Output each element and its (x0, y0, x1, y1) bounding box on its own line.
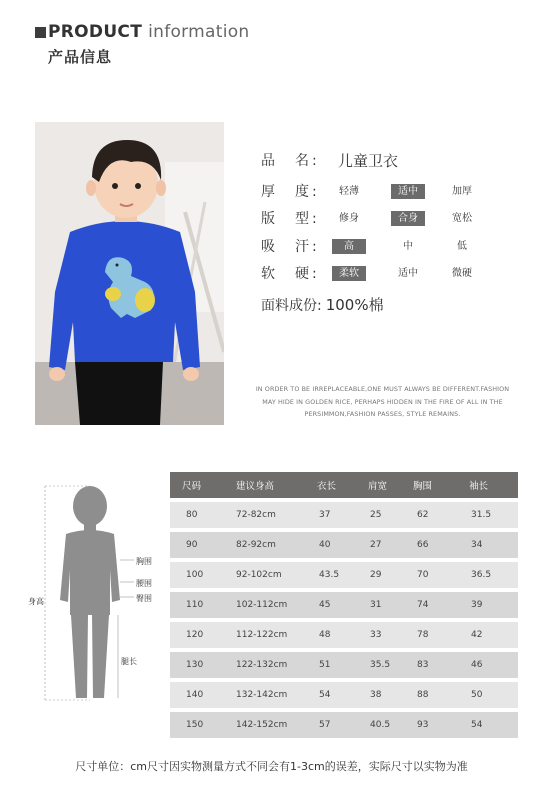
header-square-icon (35, 27, 46, 38)
fit-option: 宽松 (452, 213, 472, 224)
table-cell: 40 (311, 530, 368, 560)
table-cell: 110 (170, 590, 236, 620)
table-cell: 54 (311, 680, 368, 710)
child-sweatshirt-image (35, 122, 224, 425)
table-row (170, 650, 518, 680)
table-cell: 122-132cm (236, 650, 311, 680)
table-row (170, 680, 518, 710)
thickness-row (261, 181, 326, 201)
table-cell: 43.5 (311, 560, 368, 590)
table-cell: 38 (368, 680, 413, 710)
softness-option: 适中 (398, 268, 418, 279)
table-cell: 34 (461, 530, 518, 560)
table-cell: 51 (311, 650, 368, 680)
thickness-option-selected: 适中 (391, 184, 425, 199)
table-cell: 39 (461, 590, 518, 620)
chest-label: 胸围 (136, 557, 152, 566)
table-cell: 36.5 (461, 560, 518, 590)
table-cell: 82-92cm (236, 530, 311, 560)
header-title-cn: 产品信息 (48, 48, 113, 66)
softness-option: 微硬 (452, 268, 472, 279)
table-cell: 102-112cm (236, 590, 311, 620)
table-cell: 57 (311, 710, 368, 738)
table-row (170, 530, 518, 560)
table-cell: 93 (413, 710, 461, 738)
table-cell: 50 (461, 680, 518, 710)
table-cell: 45 (311, 590, 368, 620)
table-cell: 31.5 (461, 500, 518, 530)
table-cell: 112-122cm (236, 620, 311, 650)
table-cell: 42 (461, 620, 518, 650)
table-cell: 150 (170, 710, 236, 738)
sweat-option: 低 (457, 241, 467, 252)
sweat-option-selected: 高 (332, 239, 366, 254)
header-height: 建议身高 (236, 472, 311, 500)
fashion-slogan: IN ORDER TO BE IRREPLACEABLE,ONE MUST ALWAYS BE DIFFERENT.FASHION MAY HIDE IN GOLDEN RICE, PERHAPS HIDDEN IN THE FIRE OF ALL IN THE PERSIMMON,FASHION PASSES, STYLE REMAINS. (255, 385, 510, 418)
table-cell: 46 (461, 650, 518, 680)
fit-label: 版 型: (261, 211, 320, 227)
product-photo (35, 122, 224, 425)
sweat-label: 吸 汗: (261, 239, 320, 255)
thickness-label: 厚 度: (261, 184, 320, 200)
table-row (170, 500, 518, 530)
header-shoulder: 肩宽 (368, 472, 413, 500)
table-cell: 62 (413, 500, 461, 530)
table-cell: 31 (368, 590, 413, 620)
fit-option: 修身 (339, 213, 359, 224)
softness-option-selected: 柔软 (332, 266, 366, 281)
header-size: 尺码 (170, 472, 236, 500)
fabric-composition: 面料成份: 100%棉 (261, 296, 384, 314)
size-chart-table (170, 472, 518, 738)
product-name-row (261, 150, 326, 170)
table-cell: 37 (311, 500, 368, 530)
table-cell: 29 (368, 560, 413, 590)
sweat-option: 中 (403, 241, 413, 252)
table-cell: 48 (311, 620, 368, 650)
table-cell: 40.5 (368, 710, 413, 738)
table-cell: 74 (413, 590, 461, 620)
hip-label: 臀围 (136, 594, 152, 603)
fit-row (261, 208, 326, 228)
thickness-option: 加厚 (452, 186, 472, 197)
table-cell: 54 (461, 710, 518, 738)
table-row (170, 710, 518, 738)
table-row (170, 560, 518, 590)
table-cell: 78 (413, 620, 461, 650)
header-chest: 胸围 (413, 472, 461, 500)
table-cell: 90 (170, 530, 236, 560)
table-cell: 132-142cm (236, 680, 311, 710)
table-row (170, 590, 518, 620)
height-label: 身高 (28, 597, 44, 606)
waist-label: 腰围 (136, 579, 152, 588)
header-title-en: PRODUCT information (48, 22, 250, 42)
softness-label: 软 硬: (261, 266, 320, 282)
table-cell: 130 (170, 650, 236, 680)
product-name-label: 品 名: (261, 153, 320, 169)
sweat-row (261, 236, 326, 256)
size-note: 尺寸单位：cm尺寸因实物测量方式不同会有1-3cm的误差，实际尺寸以实物为准 (75, 760, 468, 773)
table-header-row (170, 472, 518, 500)
header-length: 衣长 (311, 472, 368, 500)
softness-row (261, 263, 326, 283)
body-measurement-figure (40, 480, 150, 710)
table-cell: 27 (368, 530, 413, 560)
table-cell: 88 (413, 680, 461, 710)
leg-length-label: 腿长 (121, 657, 137, 666)
thickness-option: 轻薄 (339, 186, 359, 197)
table-cell: 25 (368, 500, 413, 530)
table-cell: 120 (170, 620, 236, 650)
table-cell: 142-152cm (236, 710, 311, 738)
table-cell: 83 (413, 650, 461, 680)
table-cell: 70 (413, 560, 461, 590)
table-cell: 80 (170, 500, 236, 530)
table-cell: 72-82cm (236, 500, 311, 530)
fit-option-selected: 合身 (391, 211, 425, 226)
table-cell: 100 (170, 560, 236, 590)
table-cell: 92-102cm (236, 560, 311, 590)
header-sleeve: 袖长 (461, 472, 518, 500)
table-row (170, 620, 518, 650)
product-name-value: 儿童卫衣 (338, 152, 399, 170)
table-cell: 35.5 (368, 650, 413, 680)
table-cell: 140 (170, 680, 236, 710)
table-cell: 66 (413, 530, 461, 560)
table-cell: 33 (368, 620, 413, 650)
